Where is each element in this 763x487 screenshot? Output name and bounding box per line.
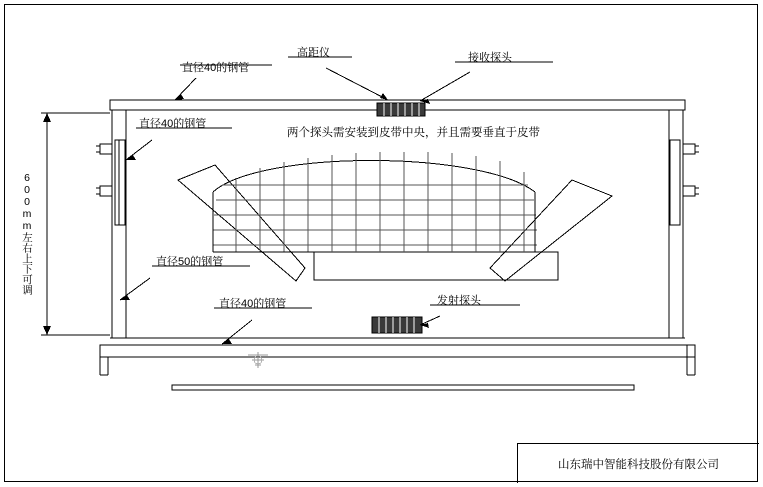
- left-bracket-upper: [100, 144, 112, 154]
- leader-pipe40-top-left: [175, 78, 196, 100]
- leader-receiver: [420, 72, 470, 101]
- right-idler: [490, 180, 612, 281]
- belt-trough-center: [314, 252, 558, 280]
- label-pipe40-bottom: 直径40的钢管: [219, 298, 287, 310]
- label-pipe40-top-left: 直径40的钢管: [182, 62, 250, 74]
- leader-pipe50: [120, 278, 150, 300]
- base-beam: [100, 345, 695, 357]
- right-bracket-lower: [683, 186, 695, 196]
- label-transmitter-probe: 发射探头: [437, 295, 481, 307]
- label-pipe50: 直径50的钢管: [156, 256, 224, 268]
- leader-transmitter: [420, 316, 440, 325]
- installation-note: 两个探头需安装到皮带中央，并且需要垂直于皮带: [287, 127, 540, 139]
- label-pipe40-left: 直径40的钢管: [139, 118, 207, 130]
- belt-bar: [172, 385, 634, 390]
- leader-pipe40-bottom: [222, 320, 252, 344]
- label-receiver-probe: 接收探头: [468, 52, 512, 64]
- leader-pipe40-left: [126, 140, 152, 160]
- material-arc: [213, 161, 535, 193]
- dimension-label-vertical: 600mm左右上下可调: [21, 172, 33, 295]
- left-bracket-lower: [100, 186, 112, 196]
- leader-height-meter: [326, 68, 388, 100]
- transmitter-probe-device: [372, 317, 422, 333]
- label-height-meter: 高距仪: [297, 47, 330, 59]
- title-block: [517, 443, 759, 483]
- right-slide-rail: [670, 140, 680, 225]
- company-name: 山东瑞中智能科技股份有限公司: [558, 458, 719, 471]
- right-post: [669, 110, 683, 338]
- right-bracket-upper: [683, 144, 695, 154]
- left-slide-rail: [115, 140, 125, 225]
